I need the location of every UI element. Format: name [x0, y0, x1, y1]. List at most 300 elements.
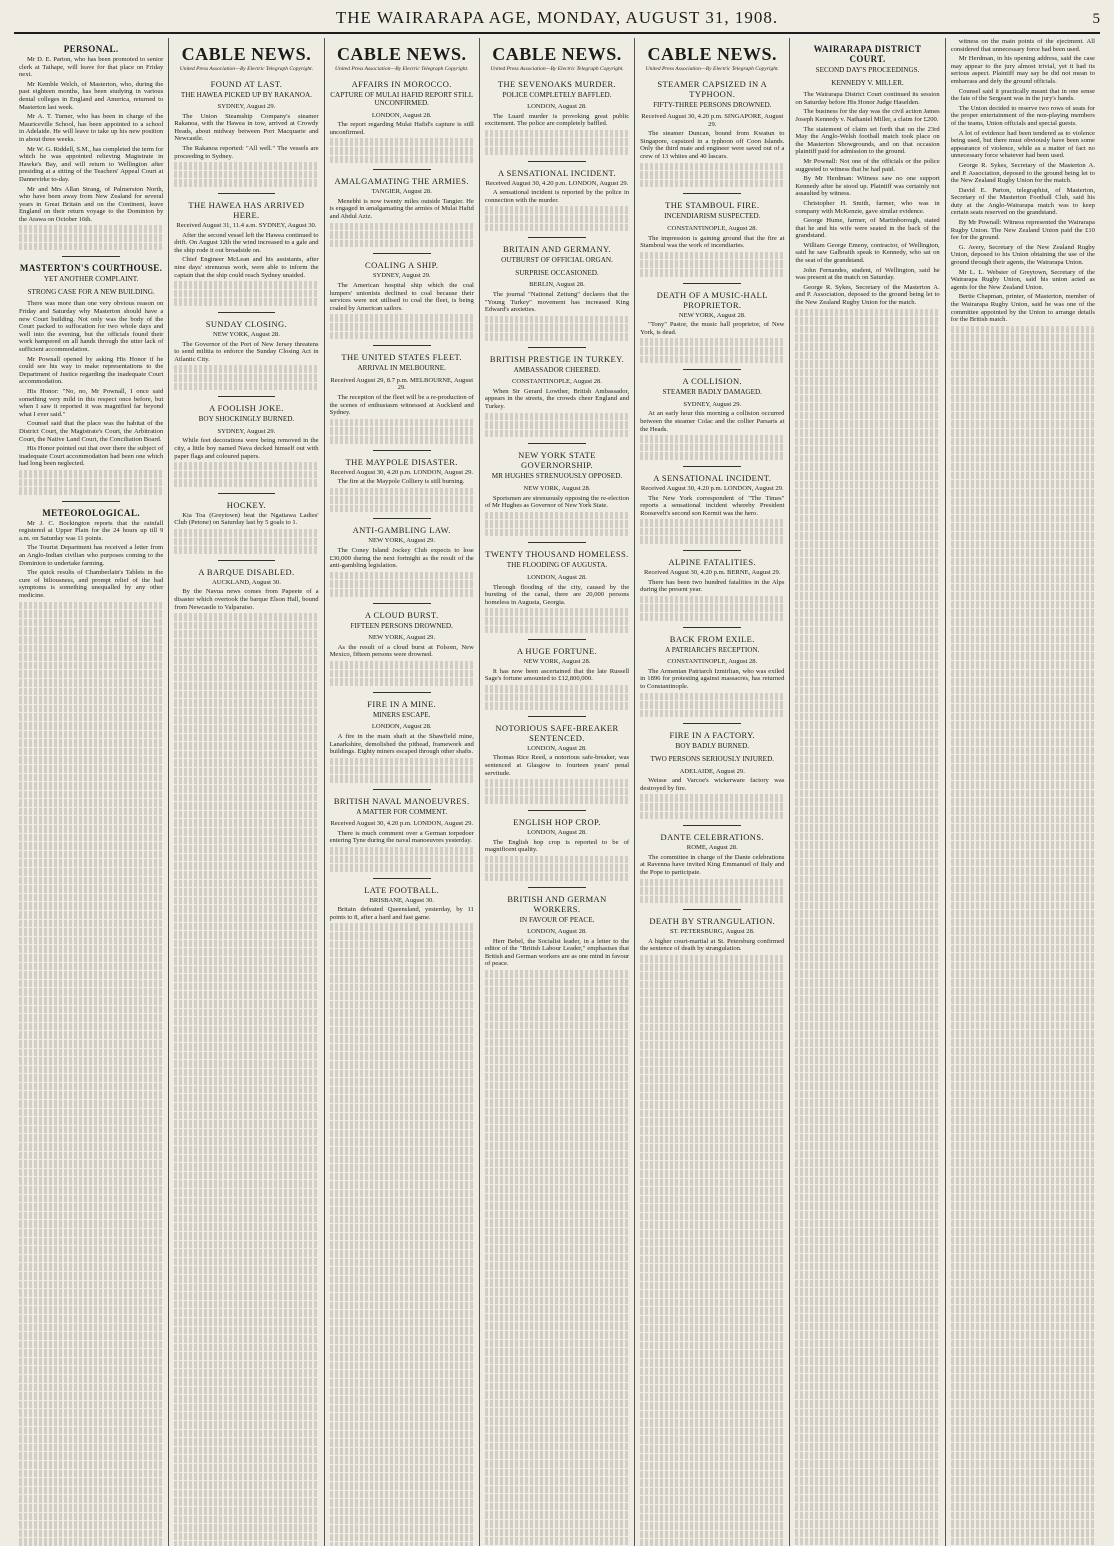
article-paragraph: G. Avery, Secretary of the New Zealand Rugby Union, deposed to his Union obtaining the use of the ground through their agents, the Wairarapa Union.: [951, 244, 1095, 267]
illegible-text-line: [795, 764, 939, 772]
illegible-text-line: [174, 665, 318, 673]
illegible-text-line: [19, 756, 163, 764]
section-subheading: TWO PERSONS SERIOUSLY INJURED.: [640, 755, 784, 764]
illegible-text-line: [951, 438, 1095, 446]
illegible-text-line: [19, 705, 163, 713]
section-divider: [218, 193, 276, 194]
illegible-text-line: [640, 998, 784, 1006]
illegible-text-line: [640, 1075, 784, 1083]
section-heading: BACK FROM EXILE.: [640, 634, 784, 644]
illegible-text-line: [951, 1434, 1095, 1442]
illegible-text-line: [19, 1117, 163, 1125]
dateline: Received August 30, 4.20 p.m. LONDON, August 29.: [330, 469, 474, 477]
section-subheading: THE FLOODING OF AUGUSTA.: [485, 561, 629, 570]
section-heading: AMALGAMATING THE ARMIES.: [330, 176, 474, 186]
illegible-text-line: [330, 156, 474, 164]
article-paragraph: Thomas Rice Reed, a notorious safe-breaker, was sentenced at Glasgow to fourteen years' penal servitude.: [485, 754, 629, 777]
columns: [14, 38, 1100, 1546]
illegible-text-line: [795, 841, 939, 849]
illegible-text-line: [174, 1163, 318, 1171]
illegible-text-line: [330, 1473, 474, 1481]
illegible-text-line: [640, 519, 784, 527]
illegible-text-line: [174, 691, 318, 699]
illegible-text-line: [174, 897, 318, 905]
illegible-text-line: [174, 845, 318, 853]
illegible-text-line: [485, 1202, 629, 1210]
illegible-text-line: [174, 1284, 318, 1292]
illegible-text-line: [19, 619, 163, 627]
section-divider: [528, 542, 586, 543]
illegible-text-line: [485, 1108, 629, 1116]
illegible-text-line: [174, 1137, 318, 1145]
illegible-text-line: [951, 1228, 1095, 1236]
illegible-text-line: [330, 1491, 474, 1499]
illegible-text-line: [795, 670, 939, 678]
illegible-text-line: [951, 661, 1095, 669]
illegible-text-line: [485, 138, 629, 146]
illegible-text-line: [795, 996, 939, 1004]
illegible-text-line: [330, 1104, 474, 1112]
illegible-text-line: [485, 1494, 629, 1502]
article-paragraph: There is much comment over a German torpedoer entering Tyne during the naval manoeuvres yesterday.: [330, 830, 474, 845]
illegible-text-line: [19, 1538, 163, 1546]
dateline: BRISBANE, August 30.: [330, 897, 474, 905]
illegible-text-line: [795, 884, 939, 892]
illegible-text-line: [19, 902, 163, 910]
illegible-text-line: [951, 1185, 1095, 1193]
illegible-text-line: [795, 395, 939, 403]
illegible-text-line: [174, 1335, 318, 1343]
illegible-text-line: [485, 1125, 629, 1133]
section-subheading: IN FAVOUR OF PEACE.: [485, 916, 629, 925]
section-divider: [373, 345, 431, 346]
dateline: NEW YORK, August 28.: [640, 312, 784, 320]
dateline: TANGIER, August 28.: [330, 188, 474, 196]
article-paragraph: Mr W. G. Riddell, S.M., has completed the term for which he was appointed relieving Magistrate in Hawke's Bay, and will return to Wellington after presiding at a sitting of the Teachers' Appeal Court at Dannevirke to-day.: [19, 146, 163, 184]
article-paragraph: The journal "National Zeitung" declares that the "Young Turkey" movement has increased King Edward's anxieties.: [485, 291, 629, 314]
illegible-text-line: [951, 1125, 1095, 1133]
illegible-text-line: [795, 1512, 939, 1520]
illegible-text-line: [951, 1245, 1095, 1253]
article-paragraph: Weisse and Varcoe's wickerware factory was destroyed by fire.: [640, 777, 784, 792]
illegible-text-line: [485, 1142, 629, 1150]
illegible-text-line: [951, 420, 1095, 428]
illegible-text-line: [951, 927, 1095, 935]
illegible-text-line: [640, 260, 784, 268]
illegible-text-line: [485, 1168, 629, 1176]
illegible-text-line: [19, 825, 163, 833]
illegible-text-line: [795, 1159, 939, 1167]
illegible-text-line: [174, 1404, 318, 1412]
section-divider: [528, 716, 586, 717]
article-paragraph: Mr Pownall: Not one of the officials or the police suggested to witness that he had paid.: [795, 158, 939, 173]
illegible-text-line: [174, 777, 318, 785]
article-paragraph: "Tony" Pastor, the music hall proprietor, of New York, is dead.: [640, 321, 784, 336]
illegible-text-line: [640, 1539, 784, 1546]
section-heading: COALING A SHIP.: [330, 260, 474, 270]
illegible-text-line: [330, 1336, 474, 1344]
article-paragraph: Counsel said it practically meant that in one sense the fate of the Sergeant was in the jury's hands.: [951, 88, 1095, 103]
illegible-text-line: [640, 1307, 784, 1315]
illegible-text-line: [951, 730, 1095, 738]
illegible-text-line: [795, 893, 939, 901]
illegible-text-line: [795, 326, 939, 334]
section-divider: [683, 193, 741, 194]
illegible-text-line: [19, 722, 163, 730]
illegible-text-line: [19, 636, 163, 644]
illegible-text-line: [330, 427, 474, 435]
illegible-text-line: [485, 1400, 629, 1408]
dateline: LONDON, August 28.: [330, 112, 474, 120]
illegible-text-line: [19, 1177, 163, 1185]
section-heading: FIRE IN A MINE.: [330, 699, 474, 709]
section-heading: TWENTY THOUSAND HOMELESS.: [485, 549, 629, 559]
illegible-text-line: [19, 1229, 163, 1237]
illegible-text-line: [640, 887, 784, 895]
illegible-text-line: [795, 661, 939, 669]
illegible-text-line: [640, 1333, 784, 1341]
illegible-text-line: [795, 1099, 939, 1107]
masthead: [14, 8, 1100, 34]
dateline: Received August 31, 11.4 a.m. SYDNEY, August 30.: [174, 222, 318, 230]
illegible-text-line: [19, 1521, 163, 1529]
illegible-text-line: [795, 1340, 939, 1348]
section-heading: ANTI-GAMBLING LAW.: [330, 525, 474, 535]
illegible-text-line: [951, 1134, 1095, 1142]
illegible-text-line: [19, 1169, 163, 1177]
illegible-text-line: [174, 1464, 318, 1472]
illegible-text-line: [330, 488, 474, 496]
illegible-text-line: [19, 1091, 163, 1099]
illegible-text-line: [174, 639, 318, 647]
section-heading: ALPINE FATALITIES.: [640, 557, 784, 567]
illegible-text-line: [640, 1127, 784, 1135]
illegible-text-line: [795, 962, 939, 970]
illegible-text-line: [174, 1241, 318, 1249]
article-paragraph: The steamer Duncan, bound from Kwatun to Singapore, capsized in a typhoon off Coon Islands. Only the third mate and engineer were saved out of a crew of 13 whites and 40 lascars.: [640, 130, 784, 160]
section-heading: THE HAWEA HAS ARRIVED HERE.: [174, 200, 318, 220]
illegible-text-line: [174, 1120, 318, 1128]
section-heading: A BARQUE DISABLED.: [174, 567, 318, 577]
illegible-text-line: [19, 731, 163, 739]
illegible-text-line: [795, 1417, 939, 1425]
illegible-text-line: [330, 1439, 474, 1447]
article-paragraph: Herr Bebel, the Socialist leader, in a letter to the editor of the "British Labour Leader," emphasises that British and German workers are as one mind in favour of peace.: [485, 938, 629, 968]
illegible-text-line: [174, 1292, 318, 1300]
illegible-text-line: [485, 1297, 629, 1305]
article-paragraph: George Hume, farmer, of Martinborough, stated that he and his wife were seated in the back of the grandstand.: [795, 217, 939, 240]
illegible-text-line: [795, 575, 939, 583]
illegible-text-line: [174, 1507, 318, 1515]
illegible-text-line: [19, 1134, 163, 1142]
illegible-text-line: [951, 584, 1095, 592]
illegible-text-line: [485, 1434, 629, 1442]
illegible-text-line: [795, 773, 939, 781]
illegible-text-line: [640, 1479, 784, 1487]
illegible-text-line: [174, 1180, 318, 1188]
illegible-text-line: [951, 455, 1095, 463]
illegible-text-line: [330, 1224, 474, 1232]
illegible-text-line: [174, 1086, 318, 1094]
illegible-text-line: [640, 1419, 784, 1427]
illegible-text-line: [795, 1306, 939, 1314]
illegible-text-line: [951, 867, 1095, 875]
illegible-text-line: [485, 1228, 629, 1236]
illegible-text-line: [330, 1482, 474, 1490]
section-heading: A HUGE FORTUNE.: [485, 646, 629, 656]
illegible-text-line: [640, 1050, 784, 1058]
illegible-text-line: [951, 893, 1095, 901]
illegible-text-line: [330, 1181, 474, 1189]
illegible-text-line: [640, 1230, 784, 1238]
illegible-text-line: [330, 949, 474, 957]
illegible-text-line: [485, 694, 629, 702]
illegible-text-line: [330, 975, 474, 983]
page-number: 5: [1080, 11, 1100, 28]
illegible-text-line: [19, 1298, 163, 1306]
article-paragraph: A higher court-martial at St. Petersburg confirmed the sentence of death by strangulation.: [640, 938, 784, 953]
illegible-text-line: [485, 1185, 629, 1193]
illegible-text-line: [485, 970, 629, 978]
illegible-text-line: [330, 1293, 474, 1301]
illegible-text-line: [951, 343, 1095, 351]
illegible-text-line: [951, 618, 1095, 626]
illegible-text-line: [485, 788, 629, 796]
illegible-text-line: [19, 1255, 163, 1263]
illegible-text-line: [330, 1070, 474, 1078]
dateline: NEW YORK, August 28.: [485, 658, 629, 666]
section-subheading: POLICE COMPLETELY BAFFLED.: [485, 91, 629, 100]
illegible-text-line: [19, 1409, 163, 1417]
dateline: Received August 30, 4.20 p.m. BERNE, August 29.: [640, 569, 784, 577]
illegible-text-line: [485, 702, 629, 710]
article-paragraph: The Coney Island Jockey Club expects to lose £30,000 during the next fortnight as the result of the anti-gambling legislation.: [330, 547, 474, 570]
section-divider: [62, 501, 120, 502]
article-paragraph: Mr Kemble Welch, of Masterton, who, during the past eighteen months, has been studying in various dental colleges in England and America, returned to Masterton last week.: [19, 81, 163, 111]
illegible-text-line: [795, 627, 939, 635]
illegible-text-line: [951, 463, 1095, 471]
illegible-text-line: [795, 472, 939, 480]
illegible-text-line: [640, 1273, 784, 1281]
illegible-text-line: [951, 515, 1095, 523]
dateline: ROME, August 28.: [640, 844, 784, 852]
illegible-text-line: [951, 558, 1095, 566]
illegible-text-line: [951, 945, 1095, 953]
illegible-text-line: [330, 1525, 474, 1533]
illegible-text-line: [19, 1452, 163, 1460]
illegible-text-line: [795, 867, 939, 875]
illegible-text-line: [485, 685, 629, 693]
section-divider: [528, 237, 586, 238]
illegible-text-line: [19, 1315, 163, 1323]
illegible-text-line: [330, 1113, 474, 1121]
illegible-text-line: [951, 781, 1095, 789]
illegible-text-line: [640, 1213, 784, 1221]
illegible-text-line: [174, 1026, 318, 1034]
dateline: CONSTANTINOPLE, August 28.: [485, 378, 629, 386]
illegible-text-line: [795, 1348, 939, 1356]
illegible-text-line: [330, 1018, 474, 1026]
section-heading: HOCKEY.: [174, 500, 318, 510]
section-heading: A CLOUD BURST.: [330, 610, 474, 620]
illegible-text-line: [640, 1110, 784, 1118]
illegible-text-line: [330, 1138, 474, 1146]
illegible-text-line: [640, 1531, 784, 1539]
dateline: SYDNEY, August 29.: [174, 428, 318, 436]
illegible-text-line: [640, 1024, 784, 1032]
illegible-text-line: [19, 610, 163, 618]
illegible-text-line: [330, 1276, 474, 1284]
section-subheading: THE HAWEA PICKED UP BY RAKANOA.: [174, 91, 318, 100]
illegible-text-line: [951, 403, 1095, 411]
illegible-text-line: [19, 997, 163, 1005]
illegible-text-line: [951, 996, 1095, 1004]
illegible-text-line: [795, 1116, 939, 1124]
illegible-text-line: [951, 1314, 1095, 1322]
illegible-text-line: [795, 1108, 939, 1116]
illegible-text-line: [951, 738, 1095, 746]
section-heading: AFFAIRS IN MOROCCO.: [330, 79, 474, 89]
section-divider: [528, 347, 586, 348]
illegible-text-line: [640, 1170, 784, 1178]
illegible-text-line: [330, 240, 474, 248]
illegible-text-line: [19, 954, 163, 962]
illegible-text-line: [951, 910, 1095, 918]
illegible-text-line: [330, 1422, 474, 1430]
section-subheading: SECOND DAY'S PROCEEDINGS.: [795, 66, 939, 75]
illegible-text-line: [174, 905, 318, 913]
illegible-text-line: [795, 876, 939, 884]
article-paragraph: His Honor pointed out that over there the subject of inadequate Court accommodation had been one which had long been neglected.: [19, 445, 163, 468]
illegible-text-line: [951, 1005, 1095, 1013]
illegible-text-line: [485, 1030, 629, 1038]
illegible-text-line: [174, 171, 318, 179]
illegible-text-line: [19, 1332, 163, 1340]
illegible-text-line: [951, 1426, 1095, 1434]
illegible-text-line: [174, 802, 318, 810]
illegible-text-line: [795, 1426, 939, 1434]
illegible-text-line: [951, 1503, 1095, 1511]
illegible-text-line: [330, 1267, 474, 1275]
wire-credit: United Press Association—By Electric Telegraph Copyright.: [485, 66, 629, 73]
section-heading: ENGLISH HOP CROP.: [485, 817, 629, 827]
dateline: LONDON, August 28.: [485, 745, 629, 753]
article-paragraph: The business for the day was the civil action James Joseph Kennedy v. Nathaniel Miller, a claim for £200.: [795, 108, 939, 123]
illegible-text-line: [330, 1121, 474, 1129]
section-subheading: CAPTURE OF MULAI HAFID REPORT STILL UNCONFIRMED.: [330, 91, 474, 108]
illegible-text-line: [174, 957, 318, 965]
illegible-text-line: [485, 779, 629, 787]
illegible-text-line: [485, 987, 629, 995]
illegible-text-line: [640, 1256, 784, 1264]
illegible-text-line: [951, 360, 1095, 368]
illegible-text-line: [174, 1490, 318, 1498]
illegible-text-line: [174, 383, 318, 391]
illegible-text-line: [485, 1314, 629, 1322]
illegible-text-line: [330, 958, 474, 966]
illegible-text-line: [485, 1288, 629, 1296]
illegible-text-line: [951, 1520, 1095, 1528]
illegible-text-line: [795, 1366, 939, 1374]
illegible-text-line: [795, 446, 939, 454]
illegible-text-line: [19, 937, 163, 945]
illegible-text-line: [330, 1516, 474, 1524]
illegible-text-line: [640, 1428, 784, 1436]
illegible-text-line: [640, 1282, 784, 1290]
illegible-text-line: [485, 1408, 629, 1416]
column-title: CABLE NEWS.: [485, 44, 629, 64]
illegible-text-line: [795, 601, 939, 609]
illegible-text-line: [951, 884, 1095, 892]
illegible-text-line: [640, 1488, 784, 1496]
illegible-text-line: [795, 816, 939, 824]
illegible-text-line: [19, 980, 163, 988]
illegible-text-line: [951, 1108, 1095, 1116]
article-paragraph: The Armenian Patriarch Izmirlian, who was exiled in 1896 for protesting against massacres, has returned to Constantinople.: [640, 668, 784, 691]
illegible-text-line: [795, 1288, 939, 1296]
article-paragraph: Menebhi is now twenty miles outside Tangier. He is engaged in amalgamating the armies of Mulai Hafid and Abdul Aziz.: [330, 198, 474, 221]
illegible-text-line: [795, 420, 939, 428]
illegible-text-line: [640, 252, 784, 260]
illegible-text-line: [951, 1460, 1095, 1468]
illegible-text-line: [485, 1176, 629, 1184]
illegible-text-line: [795, 738, 939, 746]
illegible-text-line: [640, 613, 784, 621]
illegible-text-line: [19, 1220, 163, 1228]
illegible-text-line: [795, 1048, 939, 1056]
illegible-text-line: [485, 1348, 629, 1356]
illegible-text-line: [951, 1477, 1095, 1485]
section-subheading: BOY SHOCKINGLY BURNED.: [174, 415, 318, 424]
illegible-text-line: [640, 1522, 784, 1530]
illegible-text-line: [795, 1486, 939, 1494]
illegible-text-line: [795, 1211, 939, 1219]
dateline: LONDON, August 28.: [485, 829, 629, 837]
illegible-text-line: [951, 1048, 1095, 1056]
illegible-text-line: [640, 269, 784, 277]
section-divider: [373, 450, 431, 451]
illegible-text-line: [19, 1324, 163, 1332]
illegible-text-line: [174, 837, 318, 845]
illegible-text-line: [19, 1186, 163, 1194]
section-heading: BRITISH PRESTIGE IN TURKEY.: [485, 354, 629, 364]
article-paragraph: As the result of a cloud burst at Folsom, New Mexico, fifteen persons were drowned.: [330, 644, 474, 659]
illegible-text-line: [330, 1250, 474, 1258]
section-divider: [528, 443, 586, 444]
illegible-text-line: [795, 549, 939, 557]
illegible-text-line: [640, 803, 784, 811]
section-heading: SUNDAY CLOSING.: [174, 319, 318, 329]
illegible-text-line: [951, 695, 1095, 703]
illegible-text-line: [330, 496, 474, 504]
illegible-text-line: [640, 536, 784, 544]
illegible-text-line: [951, 1116, 1095, 1124]
illegible-text-line: [795, 1245, 939, 1253]
illegible-text-line: [330, 1233, 474, 1241]
illegible-text-line: [951, 1417, 1095, 1425]
article-paragraph: While feet decorations were being removed in the city, a little boy named Nava decked himself out with paper flags and coloured papers.: [174, 437, 318, 460]
section-divider: [683, 723, 741, 724]
illegible-text-line: [951, 1039, 1095, 1047]
illegible-text-line: [174, 794, 318, 802]
illegible-text-line: [951, 506, 1095, 514]
illegible-text-line: [951, 1512, 1095, 1520]
illegible-text-line: [951, 334, 1095, 342]
illegible-text-line: [485, 1013, 629, 1021]
illegible-text-line: [795, 1503, 939, 1511]
illegible-text-line: [19, 877, 163, 885]
illegible-text-line: [795, 1409, 939, 1417]
